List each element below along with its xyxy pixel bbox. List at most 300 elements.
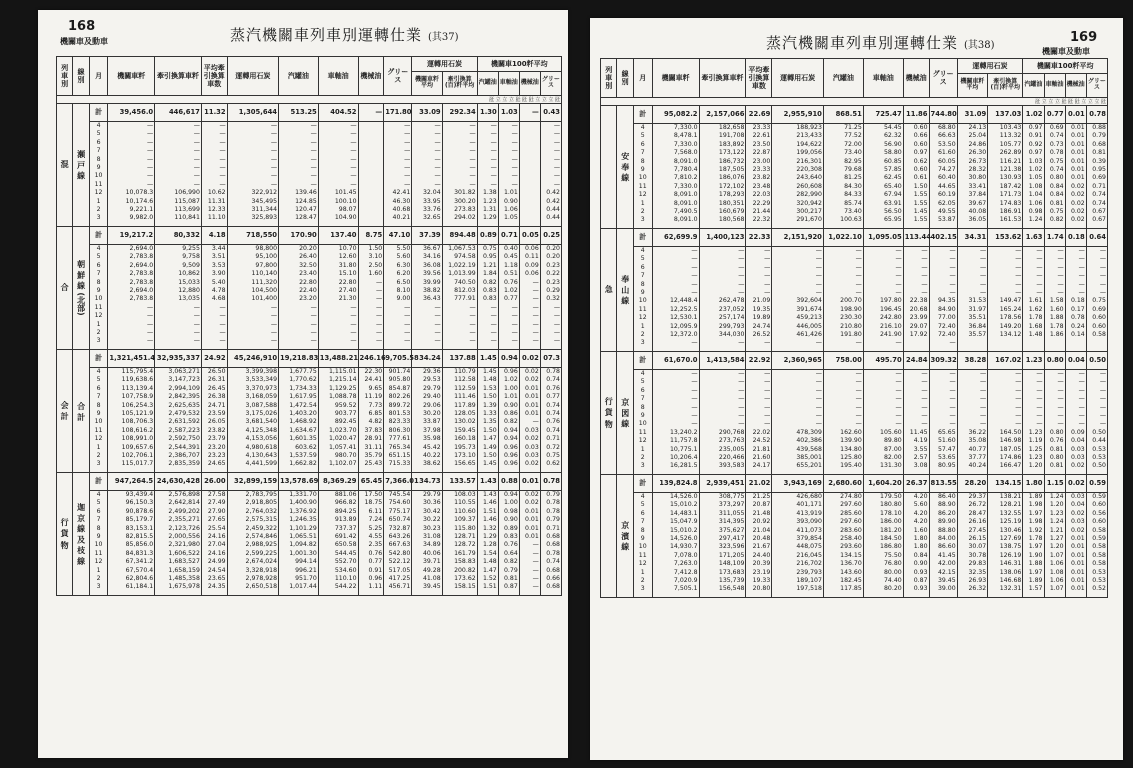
total-cell: 24.92: [201, 350, 227, 368]
monthly-values: 2,783,795 2,918,805 2,764,032 2,575,315 2,459,322 2,574,846 2,988,925 2,599,225 2,674,024 3,328,918 2,978,928 2,650,518: [227, 491, 278, 596]
total-cell: —: [519, 104, 540, 122]
monthly-values: 182,658 191,708 183,892 173,122 186,732 187,505 186,076 172,102 178,293 180,351 160,679 180,568: [699, 124, 746, 229]
total-cell: 22.33: [746, 229, 772, 247]
total-cell: 0.88: [498, 473, 519, 491]
monthly-values: 7,330.0 8,478.1 7,330.0 7,568.0 8,091.0 7,780.4 7,810.2 7,330.0 8,091.0 8,091.0 7,490.5 8,091.0: [652, 124, 699, 229]
total-cell: 309.32: [929, 352, 957, 370]
monthly-values: 1.45 1.48 1.53 1.50 1.39 1.33 1.35 1.50 1.47 1.49 1.50 1.45: [477, 368, 498, 473]
total-cell: 1.74: [1044, 229, 1065, 247]
monthly-values: 21.25 20.87 21.48 20.92 21.04 20.48 21.67 24.40 20.39 23.19 19.33 20.80: [746, 493, 772, 598]
monthly-values: 1,331.70 1,400.90 1,376.92 1,246.35 1,101.29 1,065.51 1,094.82 1,001.30 994.14 996.21 951.70 1,017.44: [279, 491, 319, 596]
column-header: グリース: [1086, 73, 1107, 97]
total-cell: 0.01: [1065, 106, 1086, 124]
total-cell: 39,456.0: [108, 104, 155, 122]
line-name-cell: 京 濱 線: [617, 475, 633, 598]
train-type-cell: 混: [57, 104, 73, 227]
total-cell: 11.86: [903, 106, 929, 124]
monthly-values: 0.79 0.78 0.78 0.79 0.71 0.68 0.68 0.78 0.74 0.68 0.66 0.68: [540, 491, 561, 596]
header-row: [601, 59, 1108, 74]
total-cell: 171.80: [384, 104, 412, 122]
total-cell: 32,935,337: [155, 350, 202, 368]
total-cell: 26.37: [903, 475, 929, 493]
monthly-values: — — — — — — — 11.45 4.19 3.55 2.57 3.08: [903, 370, 929, 475]
title-sub: (其37): [428, 32, 459, 43]
monthly-values: 745.54 754.60 775.17 650.74 732.87 643.26 667.63 542.80 522.12 517.05 417.25 456.71: [384, 491, 412, 596]
monthly-values: — — — — — — 262,478 237,052 257,174 299,793 344,030 —: [699, 247, 746, 352]
total-cell: 139,824.8: [652, 475, 699, 493]
data-table: [56, 56, 562, 596]
column-header: 平均牽引換算車数: [746, 59, 772, 98]
column-header: 機械油: [903, 59, 929, 98]
title-text: 蒸汽機關車列車別運轉仕業: [766, 34, 959, 52]
total-cell: 495.70: [863, 352, 903, 370]
total-label: 計: [89, 227, 108, 245]
column-header: 汽罐油: [279, 57, 319, 96]
column-header: 機械油: [1065, 73, 1086, 97]
total-cell: 8.75: [358, 227, 384, 245]
total-cell: 513.25: [279, 104, 319, 122]
column-header: 牽引換算車粁: [699, 59, 746, 98]
monthly-values: — — — — — — 392,604 391,674 459,213 446,005 461,426 —: [772, 247, 824, 352]
total-cell: 07.3: [540, 350, 561, 368]
total-row: [57, 227, 562, 245]
total-cell: 1.63: [1023, 229, 1044, 247]
total-cell: 3,943,169: [772, 475, 824, 493]
left-page: [38, 10, 568, 758]
total-cell: 0.94: [498, 350, 519, 368]
total-cell: 167.02: [988, 352, 1023, 370]
total-cell: 137.88: [442, 350, 477, 368]
unit-row: 瓩 立 立 立 瓩 瓩 瓩 立 立 立 瓩: [601, 98, 1108, 106]
monthly-values: 0.78 0.74 0.76 0.77 0.74 0.74 0.76 0.74 0.71 0.72 0.75 0.62: [540, 368, 561, 473]
group-header: 運轉用石炭: [412, 57, 477, 72]
monthly-values: — — — — — — — — 1.38 1.23 1.31 1.29: [477, 122, 498, 227]
column-header: 牽引換算(百)粁平均: [442, 71, 477, 95]
column-header: 運轉用石炭: [772, 59, 824, 98]
month-labels: 4 5 6 7 8 9 10 11 12 1 2 3: [89, 245, 108, 350]
total-cell: 744.80: [929, 106, 957, 124]
total-cell: 80,332: [155, 227, 202, 245]
monthly-values: 0.02 0.02 0.01 0.01 0.01 0.01 — — — — — —: [519, 491, 540, 596]
total-cell: 47.10: [384, 227, 412, 245]
line-name-cell: 奉 山 線: [617, 229, 633, 352]
monthly-values: 0.69 0.74 0.73 0.78 0.75 0.74 0.80 0.84 0.84 0.81 0.75 0.82: [1044, 124, 1065, 229]
monthly-values: [358, 122, 384, 227]
monthly-values: 1.43 1.46 1.51 1.46 1.32 1.29 1.28 1.54 1.48 1.47 1.52 1.51: [477, 491, 498, 596]
monthly-values: — — — — — — 200.70 198.90 230.30 210.80 191.80 —: [823, 247, 863, 352]
total-cell: 868.51: [823, 106, 863, 124]
total-cell: 0.05: [519, 227, 540, 245]
monthly-rows: [57, 491, 562, 596]
monthly-values: 1.50 3.10 2.50 1.60 — — — — — — — —: [358, 245, 384, 350]
monthly-values: 0.59 0.60 0.56 0.60 0.58 0.59 0.58 0.58 0.58 0.53 0.53 0.52: [1086, 493, 1107, 598]
column-header: 車軸油: [498, 71, 519, 95]
monthly-rows: [601, 124, 1108, 229]
monthly-rows: [601, 370, 1108, 475]
total-cell: 0.64: [1086, 229, 1107, 247]
monthly-values: — — — — — — 0.18 0.17 0.78 0.24 0.14: [1065, 247, 1086, 352]
total-cell: 19,218.83: [279, 350, 319, 368]
total-cell: 19,217.2: [108, 227, 155, 245]
header-row: [57, 57, 562, 72]
monthly-values: — — — — — — — — 10,078.3 10,174.6 9,221.1 9,982.0: [108, 122, 155, 227]
monthly-values: — — — — — — — 478,309 402,386 439,568 385,001 655,201: [772, 370, 824, 475]
column-header: 車軸油: [1044, 73, 1065, 97]
monthly-values: 14,526.0 15,010.2 14,483.1 15,047.9 15,010.2 14,526.0 14,930.7 7,078.0 7,263.0 7,412.8 7,020.9 7,505.1: [652, 493, 699, 598]
line-name-cell: 合 計: [73, 350, 89, 473]
page-number: 168: [68, 19, 96, 34]
title-sub: (其38): [964, 40, 995, 51]
column-header: 月: [89, 57, 108, 96]
monthly-values: — — — — — — 1.58 1.60 1.88 1.78 1.86: [1044, 247, 1065, 352]
monthly-values: 308,775 373,297 311,055 314,395 375,627 297,417 323,596 171,205 148,109 173,683 135,739 156,548: [699, 493, 746, 598]
total-cell: 62,699.9: [652, 229, 699, 247]
total-cell: 2,157,066: [699, 106, 746, 124]
monthly-values: 0.06 0.11 0.09 0.06 — — — — — — — —: [519, 245, 540, 350]
total-cell: 1.30: [477, 104, 498, 122]
running-head: 機關車及動車: [60, 37, 108, 46]
column-header: 汽罐油: [1023, 73, 1044, 97]
total-cell: 0.18: [1065, 229, 1086, 247]
monthly-values: 20.20 26.40 32.50 23.40 22.80 22.40 23.20 — — — — —: [279, 245, 319, 350]
total-cell: 2,680.60: [823, 475, 863, 493]
month-labels: 4 5 6 7 8 9 10 11 12 1 2 3: [89, 491, 108, 596]
total-row: [601, 475, 1108, 493]
column-header: 月: [633, 59, 652, 98]
total-cell: 2,360,965: [772, 352, 824, 370]
page-number: 169: [1070, 30, 1098, 45]
total-row: [601, 229, 1108, 247]
total-cell: 32,899,159: [227, 473, 278, 491]
column-header: 平均牽引換算車数: [201, 57, 227, 96]
total-cell: 133.57: [442, 473, 477, 491]
total-cell: 2,955,910: [772, 106, 824, 124]
total-cell: 0.50: [1086, 352, 1107, 370]
total-cell: 446,617: [155, 104, 202, 122]
total-label: 計: [633, 475, 652, 493]
column-header: 牽引換算車粁: [155, 57, 202, 96]
total-cell: 1,400,123: [699, 229, 746, 247]
monthly-values: 68.80 66.63 53.50 61.60 60.05 74.27 60.40 44.65 60.19 62.05 49.55 53.87: [929, 124, 957, 229]
total-cell: 718,550: [227, 227, 278, 245]
monthly-values: 188,923 213,433 194,622 199,056 216,301 220,308 243,640 260,608 282,990 320,942 300,217 291,670: [772, 124, 824, 229]
total-cell: 65.45: [358, 473, 384, 491]
monthly-values: — — — — — — — — 101.45 100.10 98.07 104.90: [318, 122, 358, 227]
total-cell: 0.59: [1086, 475, 1107, 493]
total-cell: 758.00: [823, 352, 863, 370]
column-header: 機械油: [358, 57, 384, 96]
monthly-values: 0.75 0.95 1.21 1.84 0.82 0.83 0.83 — — — — —: [477, 245, 498, 350]
monthly-values: 9,255 9,758 9,509 10,862 15,033 12,880 13,035 — — — — —: [155, 245, 202, 350]
total-cell: 0.02: [519, 350, 540, 368]
monthly-values: 110.79 112.58 112.59 111.46 117.89 128.05 130.02 159.45 160.18 195.73 173.10 156.65: [442, 368, 477, 473]
total-cell: 137.03: [988, 106, 1023, 124]
monthly-values: 0.40 0.45 1.18 0.51 0.76 1.02 0.77 — — — — —: [498, 245, 519, 350]
total-cell: 1,305,644: [227, 104, 278, 122]
total-cell: 2,939,451: [699, 475, 746, 493]
monthly-values: — — — — — — — 0.09 0.04 0.03 0.03 0.02: [1065, 370, 1086, 475]
monthly-values: 98,800 95,100 97,800 110,140 111,320 104,500 101,400 — — — — —: [227, 245, 278, 350]
monthly-values: 29.79 30.36 30.42 30.22 30.23 31.08 34.89 40.06 39.71 49.28 41.08 39.45: [412, 491, 442, 596]
total-cell: 31.09: [957, 106, 988, 124]
monthly-values: — — — — — — — 36.22 35.08 40.77 37.77 40.24: [957, 370, 988, 475]
column-header: 車軸油: [863, 59, 903, 98]
right-page: [590, 18, 1123, 760]
total-cell: 95,082.2: [652, 106, 699, 124]
monthly-values: 0.96 1.02 1.00 1.01 0.90 0.86 0.82 0.94 0.94 0.96 0.96 0.96: [498, 368, 519, 473]
total-cell: 4.18: [201, 227, 227, 245]
total-row: [57, 104, 562, 122]
column-header: グリース: [384, 57, 412, 96]
monthly-values: — — — — — — 31.53 31.97 35.51 36.84 35.57: [957, 247, 988, 352]
monthly-values: 0.88 0.79 0.68 0.81 0.39 0.95 0.69 0.71 0.74 0.74 0.67 0.67: [1086, 124, 1107, 229]
monthly-values: — — — — — — — — 0.42 0.42 0.44 0.44: [540, 122, 561, 227]
monthly-values: — — — — — — — 162.60 139.90 134.80 125.80 195.40: [823, 370, 863, 475]
total-cell: 0.25: [540, 227, 561, 245]
total-cell: 292.34: [442, 104, 477, 122]
total-cell: 34.73: [412, 473, 442, 491]
total-row: [57, 473, 562, 491]
monthly-values: 0.02 0.02 0.01 0.01 0.01 0.01 — 0.03 0.02 0.03 0.03 0.02: [519, 368, 540, 473]
total-cell: 22.69: [746, 106, 772, 124]
monthly-values: 1,115.01 1,215.14 1,129.25 1,088.78 959.52 903.77 892.45 1,023.70 1,020.47 1,057.41 980.70 1,102.07: [318, 368, 358, 473]
monthly-values: — — — — — — — 13,240.2 11,757.8 10,775.1 10,206.4 16,281.5: [652, 370, 699, 475]
train-type-cell: 行 貨 物: [601, 352, 617, 475]
page-title: [230, 24, 459, 45]
month-labels: 4 5 6 7 8 9 10 11 12 1 2 3: [633, 493, 652, 598]
monthly-values: — — — — — — 149.47 165.24 178.56 149.20 134.12: [988, 247, 1023, 352]
monthly-values: — — — — — — — 0.80 0.76 0.81 0.80 0.81: [1044, 370, 1065, 475]
running-head: 機關車及動車: [1042, 47, 1090, 56]
total-cell: 0.01: [519, 473, 540, 491]
column-header: 機械油: [519, 71, 540, 95]
total-cell: 22.92: [746, 352, 772, 370]
total-cell: 894.48: [442, 227, 477, 245]
column-header: 機關車粁: [108, 57, 155, 96]
total-cell: 9,705.58: [384, 350, 412, 368]
train-type-cell: 会 計: [57, 350, 73, 473]
train-type-cell: 合: [57, 227, 73, 350]
monthly-values: 23.33 22.61 23.50 22.87 23.00 23.33 23.82 23.48 22.03 22.29 21.44 22.32: [746, 124, 772, 229]
total-cell: 33.09: [412, 104, 442, 122]
monthly-values: 71.25 77.52 72.00 73.40 82.95 79.68 81.25 84.30 84.33 85.74 73.40 100.63: [823, 124, 863, 229]
total-cell: 1.15: [1044, 475, 1065, 493]
column-header: 汽罐油: [823, 59, 863, 98]
monthly-values: 0.97 0.91 0.92 0.97 1.03 1.02 1.05 1.08 1.04 1.06 0.98 1.24: [1023, 124, 1044, 229]
monthly-values: — — — — — — — — 10.62 11.31 12.33 11.10: [201, 122, 227, 227]
total-cell: 1,022.10: [823, 229, 863, 247]
monthly-values: 3,399,398 3,533,349 3,370,973 3,168,059 3,087,588 3,175,026 3,681,540 4,125,348 4,153,056 4,980,618 4,130,643 4,441,599: [227, 368, 278, 473]
monthly-values: 179.50 180.80 178.10 186.00 181.20 184.50 186.80 75.50 76.80 80.00 74.40 80.20: [863, 493, 903, 598]
monthly-values: 29.36 29.53 29.79 29.40 29.06 30.20 33.87 37.98 35.98 45.42 40.22 38.62: [412, 368, 442, 473]
monthly-values: — — — — — — 197.80 196.45 242.80 216.10 241.90 —: [863, 247, 903, 352]
monthly-rows: [57, 368, 562, 473]
total-cell: 947,264.5: [108, 473, 155, 491]
monthly-values: 274.80 297.60 285.60 297.60 283.60 258.40 293.60 134.15 136.70 143.60 182.45 117.85: [823, 493, 863, 598]
total-label: 計: [89, 350, 108, 368]
total-cell: 0.43: [540, 104, 561, 122]
monthly-rows: [57, 245, 562, 350]
total-cell: 1.80: [1023, 475, 1044, 493]
title-text: 蒸汽機關車列車別運轉仕業: [230, 26, 423, 44]
monthly-values: 4.20 5.60 4.20 4.20 1.60 1.80 1.80 0.84 0.90 0.93 0.87 0.93: [903, 493, 929, 598]
monthly-values: 54.45 62.32 56.90 58.80 60.85 57.85 62.45 65.40 67.94 63.91 56.50 65.95: [863, 124, 903, 229]
total-cell: 13,578.69: [279, 473, 319, 491]
total-cell: 61,670.0: [652, 352, 699, 370]
column-header: グリース: [540, 71, 561, 95]
total-label: 計: [89, 104, 108, 122]
line-name-cell: 京 図 線: [617, 352, 633, 475]
total-cell: 1.03: [498, 104, 519, 122]
month-labels: 4 5 6 7 8 9 10 11 12 1 2 3: [89, 122, 108, 227]
column-header: グリース: [929, 59, 957, 98]
total-cell: 1,604.20: [863, 475, 903, 493]
total-cell: 37.39: [412, 227, 442, 245]
monthly-rows: [57, 122, 562, 227]
monthly-values: — — — — — — 94.35 84.90 77.00 72.40 72.40 —: [929, 247, 957, 352]
line-name-cell: 迦 京 線 及 枝 線: [73, 473, 89, 596]
monthly-values: 0.20 0.20 0.23 0.22 0.23 0.29 0.32 — — — — —: [540, 245, 561, 350]
monthly-values: — — — — — — — 1.23 1.19 1.25 1.23 1.20: [1023, 370, 1044, 475]
total-label: 計: [633, 352, 652, 370]
total-cell: 813.55: [929, 475, 957, 493]
total-cell: 404.52: [318, 104, 358, 122]
monthly-values: 24.13 25.04 24.86 26.30 26.73 28.32 30.80 33.41 37.84 39.67 40.08 36.05: [957, 124, 988, 229]
total-cell: 1.45: [477, 350, 498, 368]
monthly-values: 426,680 401,171 413,919 393,090 411,073 379,854 448,075 216,045 216,702 239,793 189,107 197,518: [772, 493, 824, 598]
total-cell: 8,369.29: [318, 473, 358, 491]
total-cell: 2,151,920: [772, 229, 824, 247]
monthly-values: 3.44 3.51 3.53 3.90 5.40 4.78 4.68 — — — — —: [201, 245, 227, 350]
column-header: 運轉用石炭: [227, 57, 278, 96]
total-cell: 0.78: [540, 473, 561, 491]
total-cell: 45,246,910: [227, 350, 278, 368]
total-cell: 153.62: [988, 229, 1023, 247]
total-cell: 137.40: [318, 227, 358, 245]
monthly-values: 0.03 0.04 0.02 0.03 0.02 0.01 0.01 0.01 0.01 0.01 0.01 0.01: [1065, 493, 1086, 598]
group-header: 運轉用石炭: [957, 59, 1023, 74]
column-header: 車軸油: [318, 57, 358, 96]
monthly-values: 17.50 18.75 6.11 7.24 5.25 4.55 2.35 0.76 0.77 0.91 0.96 1.11: [358, 491, 384, 596]
monthly-values: — — — — — — — 105.60 89.80 87.00 82.00 131.30: [863, 370, 903, 475]
total-cell: —: [358, 104, 384, 122]
total-cell: 0.77: [1044, 106, 1065, 124]
total-cell: 7,366.01: [384, 473, 412, 491]
monthly-values: — — — — — — — — 301.82 300.20 273.83 294.02: [442, 122, 477, 227]
monthly-values: — — — — — — — 65.65 51.60 57.47 53.65 80.95: [929, 370, 957, 475]
total-cell: 1,321,451.4: [108, 350, 155, 368]
month-labels: 4 5 6 7 8 9 10 11 12 1 2 3: [89, 368, 108, 473]
total-cell: 1.23: [1023, 352, 1044, 370]
page-title: [766, 32, 995, 53]
monthly-values: 0.01 0.01 0.01 0.01 0.01 0.01 0.01 0.02 0.02 0.02 0.02 0.02: [1065, 124, 1086, 229]
month-labels: 4 5 6 7 8 9 10 11 12 1 2 3: [633, 247, 652, 352]
total-cell: 0.78: [1086, 106, 1107, 124]
total-label: 計: [633, 106, 652, 124]
total-cell: 11.32: [201, 104, 227, 122]
monthly-values: 5.50 5.60 6.30 6.20 6.50 8.10 9.00 — — — — —: [384, 245, 412, 350]
monthly-values: 93,439.4 96,150.3 90,878.6 85,179.7 83,153.1 82,815.5 85,856.0 84,831.3 67,341.2 67,570.4 62,804.6 61,184.1: [108, 491, 155, 596]
monthly-values: — — — — — — — 0.50 0.44 0.53 0.53 0.50: [1086, 370, 1107, 475]
monthly-values: — — — — — — 21.09 19.35 19.89 24.74 26.52 —: [746, 247, 772, 352]
total-cell: 0.89: [477, 227, 498, 245]
monthly-values: 86.40 88.90 86.20 89.90 88.80 84.00 86.60 41.45 42.00 42.15 39.45 39.00: [929, 493, 957, 598]
unit-row: 瓩 立 立 立 瓩 瓩 瓩 立 立 立 瓩: [57, 96, 562, 104]
total-cell: 1,413,584: [699, 352, 746, 370]
monthly-values: 1.89 1.98 1.97 1.98 1.92 1.78 1.97 1.90 1.88 1.97 1.89 1.57: [1023, 493, 1044, 598]
total-cell: 13,488.21: [318, 350, 358, 368]
monthly-values: — — — — — — 1.61 1.62 1.78 1.68 1.48: [1023, 247, 1044, 352]
total-cell: 38.28: [957, 352, 988, 370]
train-type-cell: [601, 475, 617, 598]
total-cell: 1.02: [1023, 106, 1044, 124]
column-header: 機關車粁: [652, 59, 699, 98]
train-type-cell: 行 貨 物: [57, 473, 73, 596]
total-cell: 0.04: [1065, 352, 1086, 370]
total-cell: 402.15: [929, 229, 957, 247]
monthly-values: — — — — — — — 164.50 146.98 187.05 174.86 166.47: [988, 370, 1023, 475]
column-header: 汽罐油: [477, 71, 498, 95]
monthly-values: 0.94 1.00 0.98 0.90 0.89 0.83 0.76 0.64 0.82 0.79 0.81 0.87: [498, 491, 519, 596]
total-cell: 0.71: [498, 227, 519, 245]
monthly-values: 115,795.4 119,638.6 113,139.4 107,758.9 106,254.3 105,121.9 108,706.3 108,616.2 108,991.0 109,657.6 102,706.1 115,017.7: [108, 368, 155, 473]
monthly-values: — — — — — — 12,448.4 12,252.5 12,530.1 12,095.9 12,372.0 —: [652, 247, 699, 352]
monthly-values: 138.21 128.21 132.55 125.19 130.46 127.69 138.75 126.19 146.31 138.06 146.68 132.31: [988, 493, 1023, 598]
total-cell: 113.44: [903, 229, 929, 247]
column-header: 機關車粁平均: [412, 71, 442, 95]
column-header: 機關車粁平均: [957, 73, 988, 97]
monthly-values: 2,694.0 2,783.8 2,694.0 2,783.8 2,783.8 2,694.0 2,783.8 — — — — —: [108, 245, 155, 350]
total-cell: 0.02: [1065, 475, 1086, 493]
column-header: 線別: [73, 57, 89, 96]
monthly-values: 3,063,271 3,147,723 2,994,109 2,842,395 2,625,635 2,479,532 2,631,592 2,587,223 2,592,750 2,544,391 2,386,707 2,835,359: [155, 368, 202, 473]
monthly-values: — — — — — — — — 32.04 33.95 33.76 32.65: [412, 122, 442, 227]
monthly-values: [519, 122, 540, 227]
monthly-values: 10.70 12.60 31.80 15.10 22.80 27.40 21.30 — — — — —: [318, 245, 358, 350]
column-header: 線別: [617, 59, 633, 98]
monthly-values: 1,677.75 1,770.62 1,734.33 1,617.95 1,472.54 1,403.20 1,468.92 1,634.67 1,601.35 603.62 1,537.59 1,662.82: [279, 368, 319, 473]
monthly-values: 22.30 24.41 9.65 11.19 7.73 6.85 4.82 37.83 28.91 31.11 35.79 25.43: [358, 368, 384, 473]
monthly-values: — — — — — — — — 322,912 345,495 311,344 325,893: [227, 122, 278, 227]
total-cell: 21.02: [746, 475, 772, 493]
month-labels: 4 5 6 7 8 9 10 11 12 1 2 3: [633, 370, 652, 475]
monthly-values: 881.06 966.82 894.25 913.89 737.37 691.42 650.58 544.45 552.70 534.60 110.10 544.22: [318, 491, 358, 596]
train-type-cell: 急: [601, 229, 617, 352]
monthly-values: 1.24 1.20 1.23 1.24 1.21 1.27 1.20 1.07 1.06 1.08 1.06 1.07: [1044, 493, 1065, 598]
monthly-values: 27.58 27.49 27.90 27.65 25.54 24.16 27.04 24.16 24.99 24.54 23.65 24.35: [201, 491, 227, 596]
group-header: 機關車100粁平均: [477, 57, 561, 72]
monthly-values: 1,067.53 974.58 1,022.19 1,013.99 740.50 812.03 777.91 — — — — —: [442, 245, 477, 350]
column-header: 列車別: [57, 57, 73, 96]
monthly-values: 2,576,898 2,642,814 2,499,202 2,355,271 2,123,726 2,000,556 2,321,980 1,606,522 1,683,527 1,658,159 1,485,358 1,675,978: [155, 491, 202, 596]
monthly-values: 0.60 0.66 0.60 0.97 0.62 0.60 0.61 1.50 1.55 1.55 1.45 1.55: [903, 124, 929, 229]
monthly-values: 103.43 113.32 105.77 262.89 116.21 121.38 130.93 187.42 171.73 174.83 186.91 161.53: [988, 124, 1023, 229]
monthly-values: 29.37 26.72 28.47 26.16 27.45 26.15 30.07 30.78 29.83 32.35 26.93 26.32: [957, 493, 988, 598]
monthly-values: — — — — — — 22.38 20.68 23.99 29.07 17.92: [903, 247, 929, 352]
total-cell: 34.31: [957, 229, 988, 247]
total-cell: 26.00: [201, 473, 227, 491]
monthly-rows: [601, 493, 1108, 598]
total-row: [57, 350, 562, 368]
month-labels: 4 5 6 7 8 9 10 11 12 1 2 3: [633, 124, 652, 229]
total-cell: 725.47: [863, 106, 903, 124]
total-cell: 34.24: [412, 350, 442, 368]
monthly-values: 108.03 110.55 110.60 109.37 115.80 128.71 128.72 161.79 158.83 200.82 173.62 158.15: [442, 491, 477, 596]
monthly-values: — — — — — — — — 106,990 115,087 113,699 110,841: [155, 122, 202, 227]
monthly-values: — — — — — — — — 1.01 0.90 1.06 1.05: [498, 122, 519, 227]
monthly-values: — — — — — — 0.75 0.69 0.60 0.60 0.58: [1086, 247, 1107, 352]
total-cell: 246.16: [358, 350, 384, 368]
